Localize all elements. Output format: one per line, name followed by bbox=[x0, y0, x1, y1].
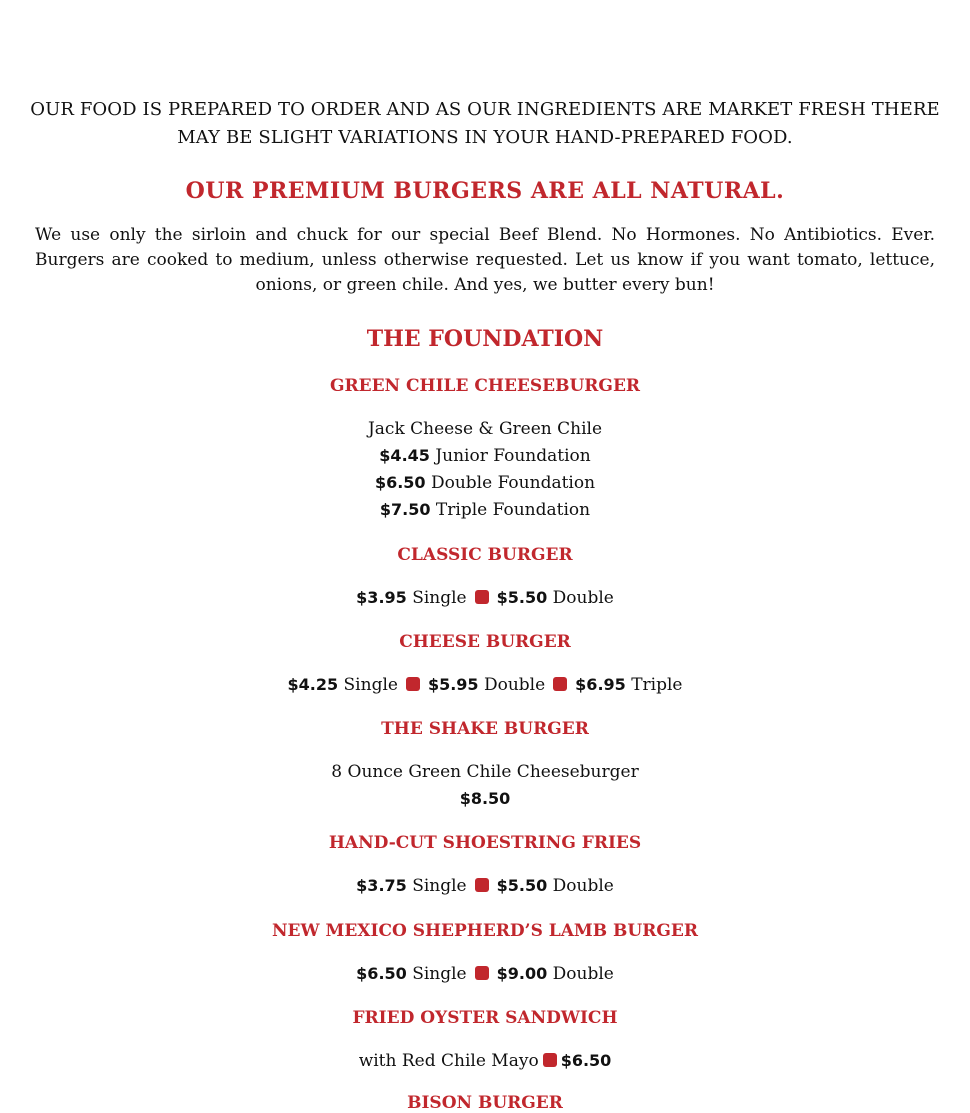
separator-square-icon bbox=[475, 966, 489, 980]
price: $6.95 bbox=[575, 675, 626, 694]
price: $5.50 bbox=[496, 588, 548, 607]
price: $7.50 bbox=[379, 500, 431, 519]
separator-square-icon bbox=[475, 590, 489, 604]
item-title-classic-burger: CLASSIC BURGER bbox=[397, 545, 573, 565]
price-line bbox=[0, 446, 970, 466]
price-line bbox=[0, 876, 970, 896]
section-title-foundation: THE FOUNDATION bbox=[366, 326, 604, 352]
price-line bbox=[0, 473, 970, 493]
price: $6.50 bbox=[560, 1051, 612, 1070]
size-label: Double bbox=[483, 675, 546, 695]
size-label: Double Foundation bbox=[430, 473, 596, 493]
size-label: Junior Foundation bbox=[435, 446, 591, 466]
price: $5.50 bbox=[496, 876, 548, 895]
separator-square-icon bbox=[553, 677, 567, 691]
item-title-green-chile-cheeseburger: GREEN CHILE CHEESEBURGER bbox=[329, 376, 641, 396]
premium-heading: OUR PREMIUM BURGERS ARE ALL NATURAL. bbox=[185, 178, 785, 204]
item-description: 8 Ounce Green Chile Cheeseburger bbox=[331, 762, 639, 782]
item-title-shoestring-fries: HAND-CUT SHOESTRING FRIES bbox=[328, 833, 642, 853]
size-label: Single bbox=[412, 964, 467, 984]
item-title-fried-oyster-sandwich: FRIED OYSTER SANDWICH bbox=[352, 1008, 618, 1028]
separator-square-icon bbox=[543, 1053, 557, 1067]
price-line bbox=[0, 588, 970, 608]
price: $6.50 bbox=[356, 964, 407, 983]
item-description: Jack Cheese & Green Chile bbox=[367, 419, 603, 439]
separator-square-icon bbox=[475, 878, 489, 892]
size-label: Triple bbox=[631, 675, 683, 695]
size-label: Double bbox=[552, 588, 614, 608]
size-label: Single bbox=[412, 876, 467, 896]
size-label: Triple Foundation bbox=[435, 500, 591, 520]
item-title-shake-burger: THE SHAKE BURGER bbox=[381, 719, 589, 739]
item-title-cheese-burger: CHEESE BURGER bbox=[399, 632, 571, 652]
price: $5.95 bbox=[427, 675, 479, 694]
price-line bbox=[0, 789, 970, 809]
item-description: with Red Chile Mayo bbox=[358, 1051, 539, 1071]
price-line bbox=[0, 1051, 970, 1071]
price: $8.50 bbox=[459, 789, 511, 808]
preparation-notice: OUR FOOD IS PREPARED TO ORDER AND AS OUR INGREDIENTS ARE MARKET FRESH THERE MAY BE SLIGHT VARIATIONS IN YOUR HAND-PREPARED FOOD. bbox=[30, 99, 940, 148]
price: $6.50 bbox=[374, 473, 426, 492]
price: $4.45 bbox=[379, 446, 430, 465]
size-label: Single bbox=[412, 588, 467, 608]
intro-paragraph: We use only the sirloin and chuck for our special Beef Blend. No Hormones. No Antibiotics. Ever. Burgers are cooked to medium, unless otherwise requested. Let us know if you want tomato, lettuce, onions, or green chile. And yes, we butter every bun! bbox=[35, 225, 935, 295]
item-title-lamb-burger: NEW MEXICO SHEPHERD’S LAMB BURGER bbox=[272, 921, 698, 941]
size-label: Single bbox=[343, 675, 398, 695]
price: $9.00 bbox=[496, 964, 548, 983]
price: $3.95 bbox=[356, 588, 407, 607]
price: $3.75 bbox=[356, 876, 407, 895]
separator-square-icon bbox=[406, 677, 420, 691]
price-line bbox=[0, 964, 970, 984]
size-label: Double bbox=[552, 964, 614, 984]
price-line bbox=[0, 675, 970, 695]
price-line bbox=[0, 500, 970, 520]
price: $4.25 bbox=[287, 675, 339, 694]
item-title-bison-burger: BISON BURGER bbox=[407, 1093, 563, 1113]
size-label: Double bbox=[552, 876, 614, 896]
